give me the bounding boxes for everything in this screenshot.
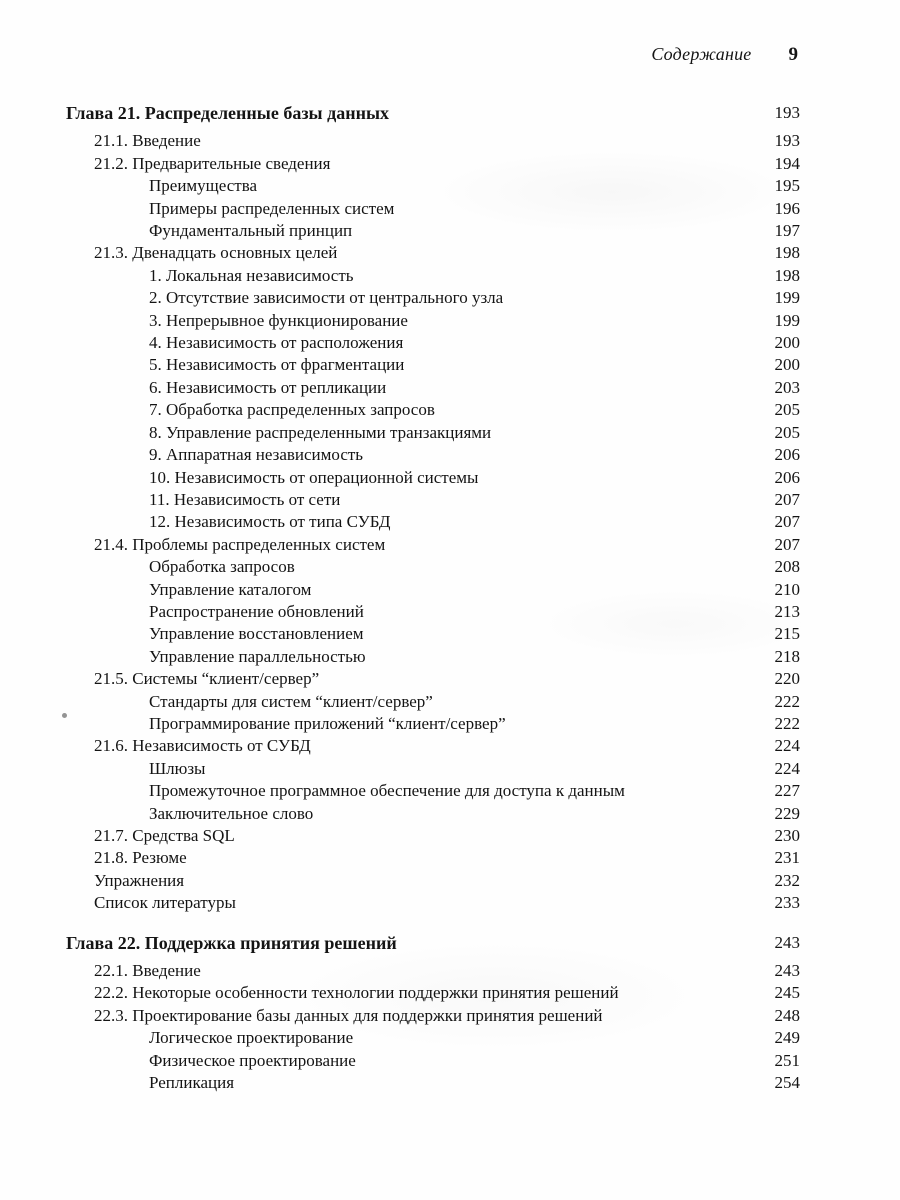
toc-entry-page: 203 [774,377,800,397]
toc-entry [0,1027,900,1049]
toc-entry [0,982,900,1004]
toc-entry [0,892,900,914]
toc-entry-title: 5. Независимость от фрагментации [149,355,405,375]
toc-entry [0,601,900,623]
toc-entry [0,1072,900,1094]
toc-entry-title: 21.5. Системы “клиент/сервер” [94,669,320,689]
toc-entry [0,175,900,197]
toc-entry [0,691,900,713]
toc-entry [0,198,900,220]
toc-entry-page: 198 [774,243,800,263]
toc-entry-page: 233 [774,893,800,913]
toc-entry-page: 198 [774,265,800,285]
scan-speck-artifact [62,713,67,718]
toc-entry [0,1005,900,1027]
toc-entry-page: 210 [774,579,800,599]
toc-entry-page: 197 [774,221,800,241]
toc-entry [0,960,900,982]
toc-entry [0,534,900,556]
toc-entry-title: 8. Управление распределенными транзакциями [149,422,492,442]
toc-entry-title: Глава 22. Поддержка принятия решений [66,932,397,953]
toc-entry-title: 12. Независимость от типа СУБД [149,512,391,532]
toc-entry-page: 245 [774,983,800,1003]
toc-entry [0,758,900,780]
toc-entry-page: 243 [774,932,800,952]
toc-entry [0,220,900,242]
toc-entry-title: 21.1. Введение [94,131,201,151]
toc-entry-page: 206 [774,445,800,465]
toc-entry-title: Физическое проектирование [149,1050,356,1070]
toc-entry-title: 7. Обработка распределенных запросов [149,400,435,420]
toc-entry [0,399,900,421]
toc-entry-title: 21.3. Двенадцать основных целей [94,243,338,263]
toc-entry [0,377,900,399]
toc-entry [0,265,900,287]
toc-entry-page: 227 [774,781,800,801]
toc-entry-page: 248 [774,1005,800,1025]
toc-entry-title: Управление восстановлением [149,624,364,644]
toc-entry [0,713,900,735]
toc-entry-title: 3. Непрерывное функционирование [149,310,408,330]
toc-entry [0,623,900,645]
toc-entry-page: 206 [774,467,800,487]
toc-entry-title: Упражнения [94,870,185,890]
toc-entry-page: 243 [774,961,800,981]
toc-entry [0,803,900,825]
toc-entry [0,310,900,332]
page-header [0,0,900,66]
toc-entry-title: Управление каталогом [149,579,312,599]
toc-entry [0,646,900,668]
toc-entry-page: 207 [774,489,800,509]
toc-entry-title: 21.7. Средства SQL [94,826,235,845]
toc-entry-title: Список литературы [94,893,236,913]
toc-entry-title: Примеры распределенных систем [149,198,395,218]
toc-entry-page: 222 [774,713,800,733]
toc-entry [0,511,900,533]
toc-entry [0,102,900,124]
toc-entry-page: 222 [774,691,800,711]
toc-entry-page: 193 [774,131,800,151]
toc-entry [0,579,900,601]
toc-entry [0,130,900,152]
toc-entry-title: Фундаментальный принцип [149,221,353,241]
toc-entry-page: 207 [774,512,800,532]
toc-entry [0,422,900,444]
toc-entry-title: Обработка запросов [149,557,295,577]
toc-entry [0,332,900,354]
toc-entry-title: Стандарты для систем “клиент/сервер” [149,691,433,711]
toc-entry-page: 224 [774,758,800,778]
toc-entry [0,354,900,376]
toc-entry [0,153,900,175]
toc-entry [0,780,900,802]
toc-entry [0,870,900,892]
toc-entry-page: 208 [774,557,800,577]
toc-entry-title: 10. Независимость от операционной системы [149,467,479,487]
toc-entry-page: 231 [774,848,800,868]
toc-entry-title: Репликация [149,1073,235,1093]
toc-entry-page: 218 [774,646,800,666]
toc-entry-title: 21.6. Независимость от СУБД [94,736,311,756]
toc-entry-title: 6. Независимость от репликации [149,377,387,397]
toc-entry-page: 196 [774,198,800,218]
toc-entry-page: 193 [774,103,800,122]
toc-entry-title: Управление параллельностью [149,646,366,666]
toc-entry-title: 9. Аппаратная независимость [149,445,364,465]
toc-entry [0,556,900,578]
toc-entry-page: 220 [774,669,800,689]
toc-entry-page: 254 [774,1073,800,1093]
toc-entry [0,735,900,757]
toc-entry-title: Логическое проектирование [149,1028,354,1048]
toc-entry [0,467,900,489]
toc-entry-page: 251 [774,1050,800,1070]
toc-entry-title: 22.1. Введение [94,961,201,981]
toc-entry-page: 199 [774,310,800,330]
toc-entry-page: 230 [774,826,800,845]
toc-entry-title: 2. Отсутствие зависимости от центрального узла [149,288,504,308]
toc-entry-title: Промежуточное программное обеспечение для доступа к данным [149,781,625,801]
toc-entry-title: Распространение обновлений [149,601,364,621]
toc-entry-page: 213 [774,601,800,621]
toc-entry-title: Шлюзы [149,758,206,778]
toc-entry-page: 232 [774,870,800,890]
toc-entry-title: 4. Независимость от расположения [149,333,404,353]
toc-entry [0,287,900,309]
toc-entry-title: Программирование приложений “клиент/сервер” [149,713,506,733]
toc-entry-page: 199 [774,288,800,308]
toc-entry-page: 200 [774,333,800,353]
toc-entry-title: 21.2. Предварительные сведения [94,153,331,173]
toc-entry-title: 21.8. Резюме [94,848,187,868]
header-page-number: 9 [788,44,798,65]
toc-entry-title: 22.2. Некоторые особенности технологии поддержки принятия решений [94,983,619,1003]
toc-entry-title: Глава 21. Распределенные базы данных [66,103,390,123]
toc-entry-title: Заключительное слово [149,803,314,823]
toc-entry-title: 22.3. Проектирование базы данных для поддержки принятия решений [94,1005,603,1025]
toc-entry [0,847,900,869]
toc-entry [0,1050,900,1072]
toc-entry [0,668,900,690]
toc-list [0,102,900,1094]
toc-entry-page: 229 [774,803,800,823]
toc-entry-page: 200 [774,355,800,375]
toc-entry [0,932,900,954]
toc-entry-title: Преимущества [149,176,258,196]
toc-entry-page: 249 [774,1028,800,1048]
toc-entry-title: 21.4. Проблемы распределенных систем [94,534,386,554]
toc-entry-page: 195 [774,176,800,196]
toc-entry-page: 194 [774,153,800,173]
toc-entry-page: 224 [774,736,800,756]
toc-entry [0,489,900,511]
toc-entry-page: 215 [774,624,800,644]
toc-entry [0,242,900,264]
toc-entry-page: 205 [774,400,800,420]
toc-entry-page: 205 [774,422,800,442]
toc-entry [0,444,900,466]
toc-entry-title: 1. Локальная независимость [149,265,354,285]
toc-entry-page: 207 [774,534,800,554]
toc-entry [0,825,900,847]
running-title: Содержание [651,44,752,64]
toc-entry-title: 11. Независимость от сети [149,489,341,509]
